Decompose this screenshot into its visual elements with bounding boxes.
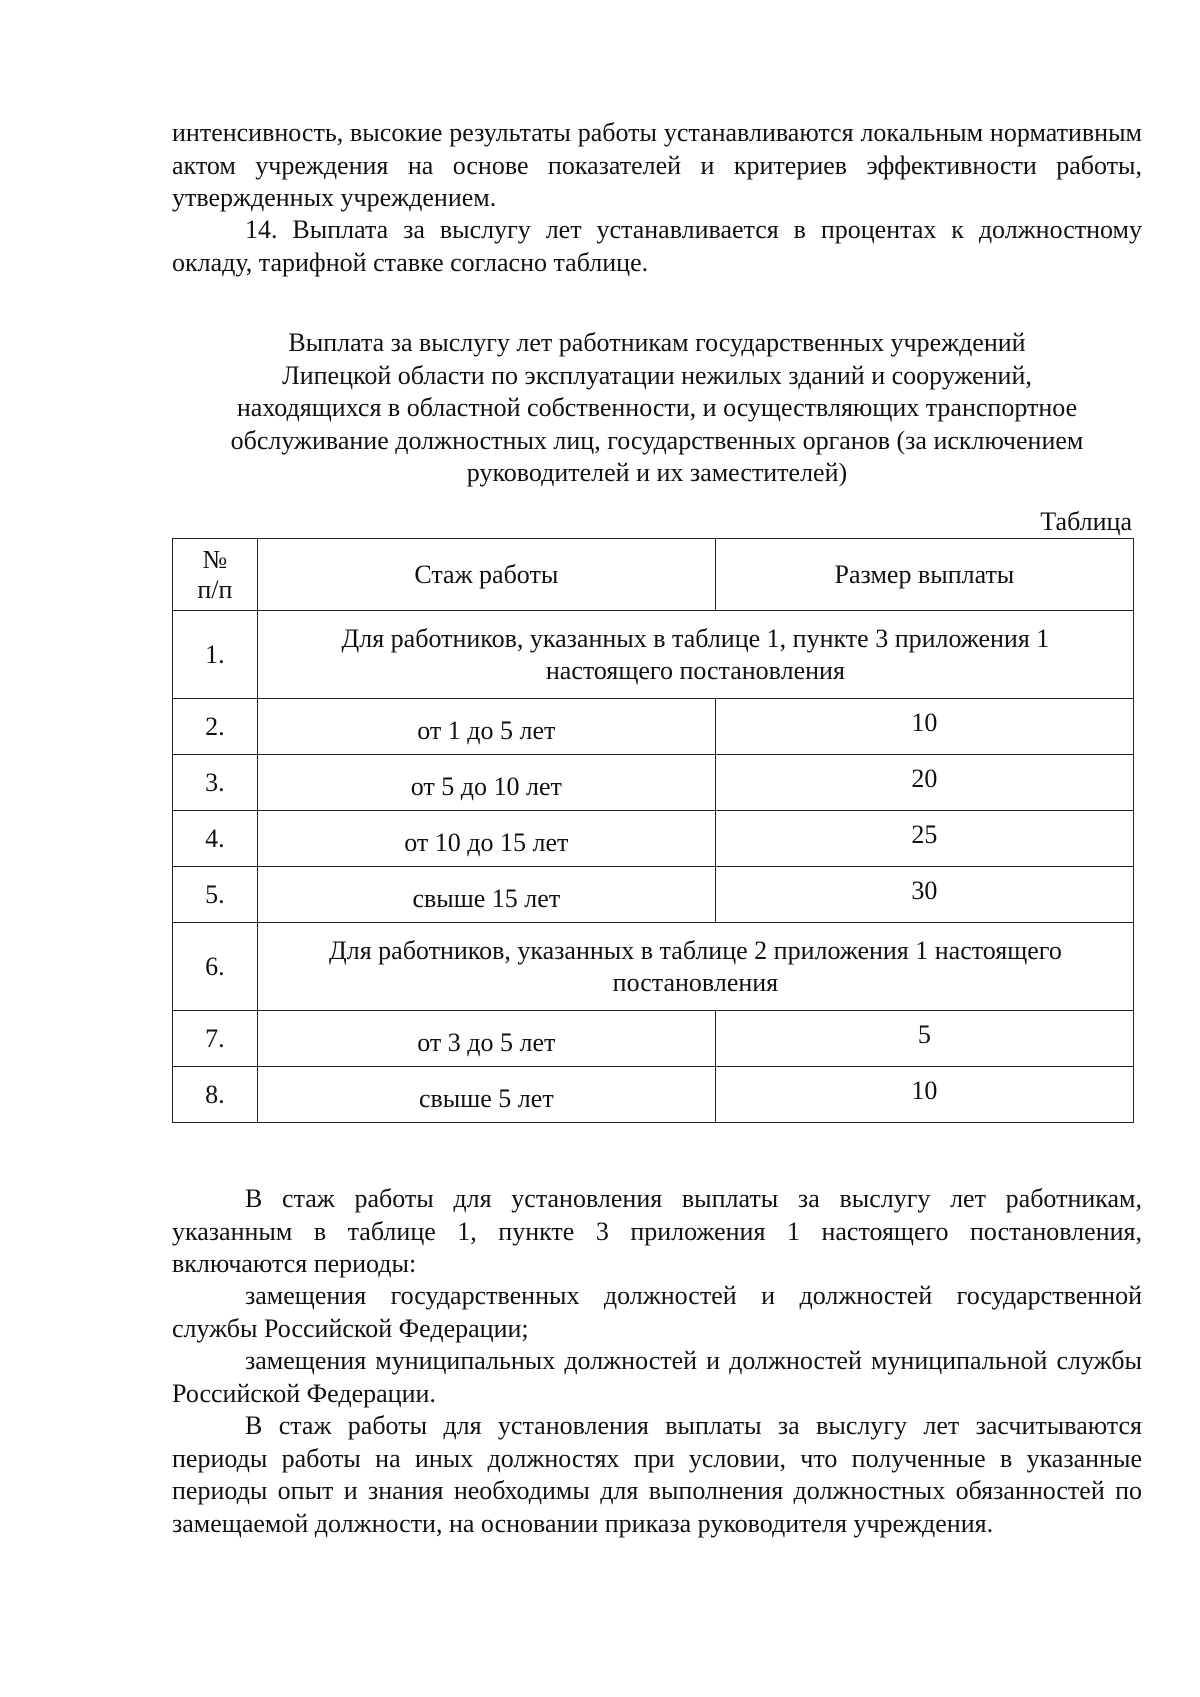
row-stazh: свыше 5 лет <box>257 1067 715 1123</box>
row-size: 5 <box>715 1011 1133 1067</box>
row-size: 10 <box>715 1067 1133 1123</box>
header-size-cell: Размер выплаты <box>715 539 1133 611</box>
row-number: 3. <box>173 755 258 811</box>
row-size: 10 <box>715 699 1133 755</box>
row-stazh: свыше 15 лет <box>257 867 715 923</box>
table-title-line: Выплата за выслугу лет работникам государственных учреждений <box>288 328 1026 357</box>
paragraph-municipal-service: замещения муниципальных должностей и должностей муниципальной службы Российской Федерации. <box>172 1346 1142 1408</box>
table-row <box>173 755 1134 811</box>
table-row <box>173 867 1134 923</box>
row-stazh: от 10 до 15 лет <box>257 811 715 867</box>
table-row <box>173 611 1134 699</box>
table-title-line: Липецкой области по эксплуатации нежилых зданий и сооружений, <box>282 360 1032 390</box>
row-stazh: от 1 до 5 лет <box>257 699 715 755</box>
header-number-sign: № <box>202 544 228 574</box>
table-title <box>172 327 1142 490</box>
row-size: 30 <box>715 867 1133 923</box>
table-title-line: находящихся в областной собственности, и осуществляющих транспортное <box>236 393 1078 422</box>
table-row <box>173 923 1134 1011</box>
table-row <box>173 811 1134 867</box>
row-category-text: Для работников, указанных в таблице 2 приложения 1 настоящего постановления <box>257 923 1133 1011</box>
table-row <box>173 1067 1134 1123</box>
row-number: 8. <box>173 1067 258 1123</box>
row-number: 4. <box>173 811 258 867</box>
paragraph-intensity: интенсивность, высокие результаты работы устанавливаются локальным нормативным актом учреждения на основе показателей и критериев эффективности работы, утвержденных учреждением. <box>172 118 1142 212</box>
paragraph-other-positions: В стаж работы для установления выплаты за выслугу лет засчитываются периоды работы на иных должностях при условии, что полученные в указанные периоды опыт и знания необходимы для выполнения должностных обязанностей по замещаемой должности, на основании приказа руководителя учреждения. <box>172 1411 1142 1538</box>
header-number-abbr: п/п <box>197 574 233 604</box>
row-number: 5. <box>173 867 258 923</box>
paragraph-item-14: 14. Выплата за выслугу лет устанавливается в процентах к должностному окладу, тарифной ставке согласно таблице. <box>172 215 1142 277</box>
header-number-cell <box>173 539 258 611</box>
row-number: 6. <box>173 923 258 1011</box>
header-stazh-cell: Стаж работы <box>257 539 715 611</box>
paragraph-state-service: замещения государственных должностей и должностей государственной службы Российской Федерации; <box>172 1281 1142 1343</box>
row-stazh: от 3 до 5 лет <box>257 1011 715 1067</box>
row-number: 1. <box>173 611 258 699</box>
seniority-payment-table <box>172 538 1134 1123</box>
paragraph-stazh-periods: В стаж работы для установления выплаты за выслугу лет работникам, указанным в таблице 1, пункте 3 приложения 1 настоящего постановления, включаются периоды: <box>172 1184 1142 1278</box>
table-row <box>173 1011 1134 1067</box>
table-title-line: руководителей и их заместителей) <box>466 458 848 487</box>
table-header-row <box>173 539 1134 611</box>
row-number: 7. <box>173 1011 258 1067</box>
table-row <box>173 699 1134 755</box>
row-number: 2. <box>173 699 258 755</box>
row-size: 20 <box>715 755 1133 811</box>
row-category-text: Для работников, указанных в таблице 1, пункте 3 приложения 1 настоящего постановления <box>257 611 1133 699</box>
table-title-line: обслуживание должностных лиц, государственных органов (за исключением <box>230 425 1084 455</box>
table-label: Таблица <box>1040 507 1132 536</box>
row-stazh: от 5 до 10 лет <box>257 755 715 811</box>
row-size: 25 <box>715 811 1133 867</box>
